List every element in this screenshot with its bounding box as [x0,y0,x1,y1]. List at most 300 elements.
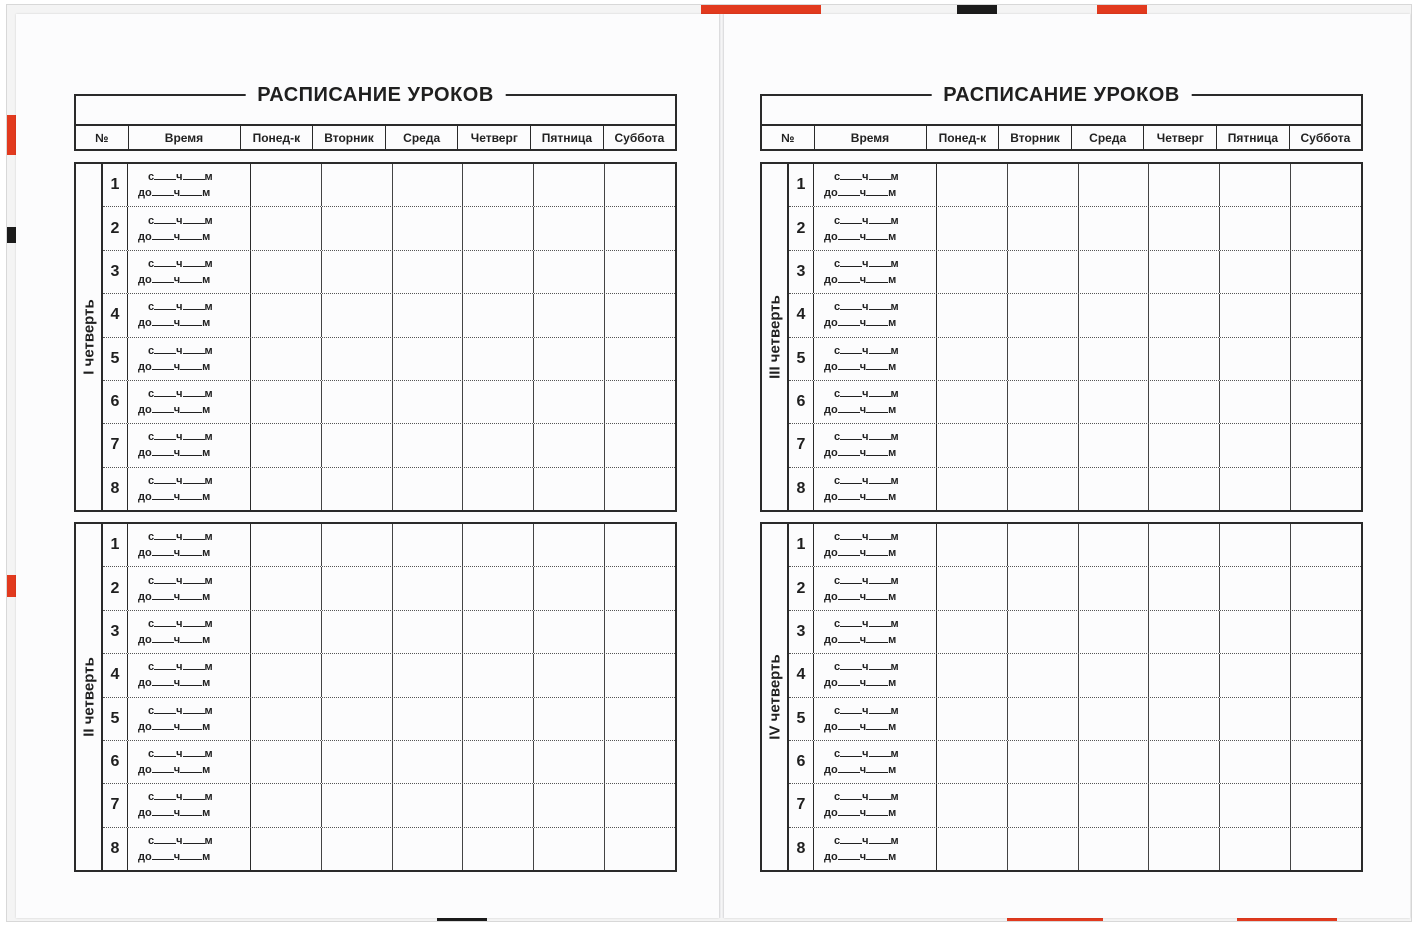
time-blank-line[interactable] [183,386,205,397]
lesson-subject-cell[interactable] [1220,424,1291,466]
time-blank-line[interactable] [869,746,891,757]
lesson-subject-cell[interactable] [251,207,322,249]
lesson-subject-cell[interactable] [605,164,675,206]
lesson-subject-cell[interactable] [605,381,675,423]
time-blank-line[interactable] [840,343,862,354]
time-blank-line[interactable] [183,833,205,844]
time-blank-line[interactable] [866,589,888,600]
time-blank-line[interactable] [838,315,860,326]
lesson-subject-cell[interactable] [937,468,1008,510]
lesson-subject-cell[interactable] [534,251,605,293]
time-blank-line[interactable] [154,833,176,844]
lesson-subject-cell[interactable] [1220,784,1291,826]
lesson-subject-cell[interactable] [1079,654,1150,696]
time-blank-line[interactable] [152,445,174,456]
lesson-subject-cell[interactable] [937,611,1008,653]
lesson-subject-cell[interactable] [1079,611,1150,653]
lesson-subject-cell[interactable] [1149,654,1220,696]
lesson-subject-cell[interactable] [605,424,675,466]
time-blank-line[interactable] [838,632,860,643]
lesson-subject-cell[interactable] [1079,468,1150,510]
lesson-subject-cell[interactable] [937,207,1008,249]
time-blank-line[interactable] [869,299,891,310]
lesson-subject-cell[interactable] [534,654,605,696]
time-blank-line[interactable] [838,489,860,500]
lesson-subject-cell[interactable] [322,611,393,653]
time-blank-line[interactable] [869,386,891,397]
lesson-subject-cell[interactable] [937,654,1008,696]
lesson-subject-cell[interactable] [1079,338,1150,380]
lesson-subject-cell[interactable] [251,424,322,466]
time-blank-line[interactable] [840,529,862,540]
lesson-subject-cell[interactable] [534,164,605,206]
lesson-subject-cell[interactable] [534,567,605,609]
lesson-subject-cell[interactable] [1291,828,1361,870]
lesson-subject-cell[interactable] [251,381,322,423]
lesson-subject-cell[interactable] [1291,784,1361,826]
lesson-subject-cell[interactable] [534,338,605,380]
time-blank-line[interactable] [180,675,202,686]
lesson-subject-cell[interactable] [393,251,464,293]
time-blank-line[interactable] [183,616,205,627]
time-blank-line[interactable] [838,805,860,816]
lesson-subject-cell[interactable] [1008,468,1079,510]
time-blank-line[interactable] [866,315,888,326]
lesson-subject-cell[interactable] [463,251,534,293]
lesson-subject-cell[interactable] [1008,524,1079,566]
lesson-subject-cell[interactable] [1008,741,1079,783]
lesson-subject-cell[interactable] [463,424,534,466]
lesson-subject-cell[interactable] [463,468,534,510]
lesson-subject-cell[interactable] [251,567,322,609]
time-blank-line[interactable] [154,703,176,714]
lesson-subject-cell[interactable] [251,164,322,206]
lesson-subject-cell[interactable] [463,784,534,826]
time-blank-line[interactable] [180,185,202,196]
lesson-subject-cell[interactable] [605,828,675,870]
time-blank-line[interactable] [869,616,891,627]
time-blank-line[interactable] [152,315,174,326]
lesson-subject-cell[interactable] [937,381,1008,423]
time-blank-line[interactable] [180,719,202,730]
lesson-subject-cell[interactable] [1149,294,1220,336]
lesson-subject-cell[interactable] [322,424,393,466]
lesson-subject-cell[interactable] [251,654,322,696]
lesson-subject-cell[interactable] [322,654,393,696]
lesson-subject-cell[interactable] [322,381,393,423]
lesson-subject-cell[interactable] [534,741,605,783]
time-blank-line[interactable] [154,529,176,540]
time-blank-line[interactable] [866,489,888,500]
lesson-subject-cell[interactable] [534,524,605,566]
time-blank-line[interactable] [838,545,860,556]
time-blank-line[interactable] [866,229,888,240]
time-blank-line[interactable] [838,229,860,240]
lesson-subject-cell[interactable] [1220,741,1291,783]
time-blank-line[interactable] [866,719,888,730]
lesson-subject-cell[interactable] [1291,338,1361,380]
lesson-subject-cell[interactable] [1291,164,1361,206]
lesson-subject-cell[interactable] [393,567,464,609]
lesson-subject-cell[interactable] [251,784,322,826]
lesson-subject-cell[interactable] [1079,741,1150,783]
time-blank-line[interactable] [152,272,174,283]
lesson-subject-cell[interactable] [393,207,464,249]
lesson-subject-cell[interactable] [605,784,675,826]
lesson-subject-cell[interactable] [393,164,464,206]
lesson-subject-cell[interactable] [251,294,322,336]
lesson-subject-cell[interactable] [1291,468,1361,510]
lesson-subject-cell[interactable] [1008,338,1079,380]
lesson-subject-cell[interactable] [1291,741,1361,783]
lesson-subject-cell[interactable] [463,828,534,870]
time-blank-line[interactable] [154,299,176,310]
time-blank-line[interactable] [183,789,205,800]
lesson-subject-cell[interactable] [1291,698,1361,740]
lesson-subject-cell[interactable] [1220,524,1291,566]
lesson-subject-cell[interactable] [463,164,534,206]
time-blank-line[interactable] [840,746,862,757]
lesson-subject-cell[interactable] [1220,338,1291,380]
lesson-subject-cell[interactable] [1149,741,1220,783]
lesson-subject-cell[interactable] [393,828,464,870]
time-blank-line[interactable] [154,789,176,800]
time-blank-line[interactable] [840,703,862,714]
lesson-subject-cell[interactable] [1008,654,1079,696]
time-blank-line[interactable] [183,659,205,670]
lesson-subject-cell[interactable] [1079,251,1150,293]
lesson-subject-cell[interactable] [393,524,464,566]
time-blank-line[interactable] [152,632,174,643]
lesson-subject-cell[interactable] [534,381,605,423]
lesson-subject-cell[interactable] [1079,698,1150,740]
lesson-subject-cell[interactable] [605,611,675,653]
lesson-subject-cell[interactable] [1079,207,1150,249]
lesson-subject-cell[interactable] [1149,828,1220,870]
time-blank-line[interactable] [840,386,862,397]
time-blank-line[interactable] [152,805,174,816]
lesson-subject-cell[interactable] [322,207,393,249]
lesson-subject-cell[interactable] [463,741,534,783]
lesson-subject-cell[interactable] [322,784,393,826]
lesson-subject-cell[interactable] [463,524,534,566]
lesson-subject-cell[interactable] [463,381,534,423]
time-blank-line[interactable] [838,719,860,730]
lesson-subject-cell[interactable] [322,468,393,510]
lesson-subject-cell[interactable] [1079,784,1150,826]
lesson-subject-cell[interactable] [463,567,534,609]
time-blank-line[interactable] [838,675,860,686]
time-blank-line[interactable] [180,805,202,816]
lesson-subject-cell[interactable] [937,164,1008,206]
time-blank-line[interactable] [840,299,862,310]
lesson-subject-cell[interactable] [1149,567,1220,609]
lesson-subject-cell[interactable] [251,251,322,293]
time-blank-line[interactable] [152,185,174,196]
lesson-subject-cell[interactable] [1149,424,1220,466]
time-blank-line[interactable] [838,185,860,196]
lesson-subject-cell[interactable] [1220,611,1291,653]
lesson-subject-cell[interactable] [1008,164,1079,206]
time-blank-line[interactable] [840,833,862,844]
lesson-subject-cell[interactable] [534,828,605,870]
lesson-subject-cell[interactable] [1291,654,1361,696]
lesson-subject-cell[interactable] [937,294,1008,336]
lesson-subject-cell[interactable] [1220,381,1291,423]
lesson-subject-cell[interactable] [322,524,393,566]
lesson-subject-cell[interactable] [463,207,534,249]
lesson-subject-cell[interactable] [463,294,534,336]
lesson-subject-cell[interactable] [1220,567,1291,609]
lesson-subject-cell[interactable] [1008,251,1079,293]
lesson-subject-cell[interactable] [1149,611,1220,653]
time-blank-line[interactable] [866,185,888,196]
lesson-subject-cell[interactable] [322,338,393,380]
lesson-subject-cell[interactable] [605,294,675,336]
lesson-subject-cell[interactable] [322,251,393,293]
time-blank-line[interactable] [180,489,202,500]
lesson-subject-cell[interactable] [1220,654,1291,696]
time-blank-line[interactable] [180,632,202,643]
lesson-subject-cell[interactable] [1079,294,1150,336]
lesson-subject-cell[interactable] [1008,828,1079,870]
lesson-subject-cell[interactable] [251,338,322,380]
lesson-subject-cell[interactable] [1008,207,1079,249]
lesson-subject-cell[interactable] [1079,567,1150,609]
lesson-subject-cell[interactable] [605,468,675,510]
time-blank-line[interactable] [180,849,202,860]
time-blank-line[interactable] [838,849,860,860]
lesson-subject-cell[interactable] [1291,424,1361,466]
lesson-subject-cell[interactable] [1008,294,1079,336]
time-blank-line[interactable] [838,402,860,413]
time-blank-line[interactable] [183,213,205,224]
time-blank-line[interactable] [183,473,205,484]
lesson-subject-cell[interactable] [534,784,605,826]
time-blank-line[interactable] [154,573,176,584]
lesson-subject-cell[interactable] [393,784,464,826]
time-blank-line[interactable] [152,402,174,413]
lesson-subject-cell[interactable] [605,567,675,609]
time-blank-line[interactable] [154,616,176,627]
time-blank-line[interactable] [869,256,891,267]
lesson-subject-cell[interactable] [251,524,322,566]
time-blank-line[interactable] [838,589,860,600]
lesson-subject-cell[interactable] [393,654,464,696]
lesson-subject-cell[interactable] [1079,828,1150,870]
time-blank-line[interactable] [869,703,891,714]
lesson-subject-cell[interactable] [1149,524,1220,566]
time-blank-line[interactable] [840,213,862,224]
lesson-subject-cell[interactable] [1079,164,1150,206]
lesson-subject-cell[interactable] [1220,164,1291,206]
lesson-subject-cell[interactable] [1220,294,1291,336]
time-blank-line[interactable] [152,719,174,730]
lesson-subject-cell[interactable] [1079,524,1150,566]
time-blank-line[interactable] [840,616,862,627]
lesson-subject-cell[interactable] [1291,611,1361,653]
lesson-subject-cell[interactable] [534,698,605,740]
lesson-subject-cell[interactable] [463,654,534,696]
lesson-subject-cell[interactable] [937,698,1008,740]
time-blank-line[interactable] [183,343,205,354]
time-blank-line[interactable] [838,359,860,370]
time-blank-line[interactable] [840,169,862,180]
time-blank-line[interactable] [869,429,891,440]
lesson-subject-cell[interactable] [605,741,675,783]
time-blank-line[interactable] [152,359,174,370]
lesson-subject-cell[interactable] [1149,698,1220,740]
time-blank-line[interactable] [840,256,862,267]
time-blank-line[interactable] [838,272,860,283]
lesson-subject-cell[interactable] [1291,567,1361,609]
time-blank-line[interactable] [869,573,891,584]
time-blank-line[interactable] [840,659,862,670]
time-blank-line[interactable] [180,315,202,326]
lesson-subject-cell[interactable] [1149,784,1220,826]
lesson-subject-cell[interactable] [534,424,605,466]
time-blank-line[interactable] [869,833,891,844]
lesson-subject-cell[interactable] [605,654,675,696]
lesson-subject-cell[interactable] [937,784,1008,826]
time-blank-line[interactable] [869,473,891,484]
time-blank-line[interactable] [869,343,891,354]
time-blank-line[interactable] [866,849,888,860]
time-blank-line[interactable] [866,402,888,413]
time-blank-line[interactable] [154,473,176,484]
lesson-subject-cell[interactable] [1220,468,1291,510]
lesson-subject-cell[interactable] [322,164,393,206]
time-blank-line[interactable] [183,299,205,310]
time-blank-line[interactable] [180,272,202,283]
lesson-subject-cell[interactable] [1220,251,1291,293]
lesson-subject-cell[interactable] [251,468,322,510]
lesson-subject-cell[interactable] [937,338,1008,380]
lesson-subject-cell[interactable] [1149,251,1220,293]
lesson-subject-cell[interactable] [251,698,322,740]
lesson-subject-cell[interactable] [393,338,464,380]
time-blank-line[interactable] [152,849,174,860]
lesson-subject-cell[interactable] [1079,381,1150,423]
time-blank-line[interactable] [154,659,176,670]
time-blank-line[interactable] [866,675,888,686]
lesson-subject-cell[interactable] [1220,698,1291,740]
lesson-subject-cell[interactable] [1291,524,1361,566]
time-blank-line[interactable] [840,573,862,584]
lesson-subject-cell[interactable] [1149,381,1220,423]
lesson-subject-cell[interactable] [393,468,464,510]
lesson-subject-cell[interactable] [605,338,675,380]
time-blank-line[interactable] [183,746,205,757]
lesson-subject-cell[interactable] [1149,207,1220,249]
time-blank-line[interactable] [869,659,891,670]
time-blank-line[interactable] [866,632,888,643]
lesson-subject-cell[interactable] [937,741,1008,783]
time-blank-line[interactable] [154,213,176,224]
lesson-subject-cell[interactable] [322,294,393,336]
lesson-subject-cell[interactable] [463,338,534,380]
time-blank-line[interactable] [840,473,862,484]
time-blank-line[interactable] [866,545,888,556]
time-blank-line[interactable] [154,169,176,180]
lesson-subject-cell[interactable] [322,567,393,609]
time-blank-line[interactable] [152,762,174,773]
lesson-subject-cell[interactable] [322,698,393,740]
lesson-subject-cell[interactable] [1291,207,1361,249]
lesson-subject-cell[interactable] [251,611,322,653]
lesson-subject-cell[interactable] [937,828,1008,870]
lesson-subject-cell[interactable] [937,567,1008,609]
lesson-subject-cell[interactable] [322,741,393,783]
lesson-subject-cell[interactable] [322,828,393,870]
time-blank-line[interactable] [183,529,205,540]
time-blank-line[interactable] [180,445,202,456]
lesson-subject-cell[interactable] [605,698,675,740]
lesson-subject-cell[interactable] [937,524,1008,566]
time-blank-line[interactable] [154,343,176,354]
lesson-subject-cell[interactable] [393,424,464,466]
lesson-subject-cell[interactable] [534,294,605,336]
lesson-subject-cell[interactable] [534,468,605,510]
time-blank-line[interactable] [152,589,174,600]
lesson-subject-cell[interactable] [1149,468,1220,510]
lesson-subject-cell[interactable] [605,207,675,249]
lesson-subject-cell[interactable] [937,424,1008,466]
time-blank-line[interactable] [840,789,862,800]
time-blank-line[interactable] [866,445,888,456]
time-blank-line[interactable] [180,229,202,240]
time-blank-line[interactable] [183,256,205,267]
time-blank-line[interactable] [152,675,174,686]
lesson-subject-cell[interactable] [1291,294,1361,336]
time-blank-line[interactable] [183,703,205,714]
time-blank-line[interactable] [183,169,205,180]
time-blank-line[interactable] [152,229,174,240]
lesson-subject-cell[interactable] [605,251,675,293]
time-blank-line[interactable] [152,489,174,500]
lesson-subject-cell[interactable] [1008,611,1079,653]
time-blank-line[interactable] [869,529,891,540]
lesson-subject-cell[interactable] [1220,828,1291,870]
time-blank-line[interactable] [180,545,202,556]
lesson-subject-cell[interactable] [251,828,322,870]
time-blank-line[interactable] [154,429,176,440]
time-blank-line[interactable] [152,545,174,556]
lesson-subject-cell[interactable] [1149,164,1220,206]
time-blank-line[interactable] [838,445,860,456]
lesson-subject-cell[interactable] [1008,567,1079,609]
time-blank-line[interactable] [180,402,202,413]
lesson-subject-cell[interactable] [393,611,464,653]
time-blank-line[interactable] [154,746,176,757]
lesson-subject-cell[interactable] [1291,251,1361,293]
time-blank-line[interactable] [866,272,888,283]
time-blank-line[interactable] [183,429,205,440]
lesson-subject-cell[interactable] [393,294,464,336]
lesson-subject-cell[interactable] [1008,381,1079,423]
time-blank-line[interactable] [180,762,202,773]
lesson-subject-cell[interactable] [1008,424,1079,466]
time-blank-line[interactable] [154,386,176,397]
time-blank-line[interactable] [869,169,891,180]
lesson-subject-cell[interactable] [605,524,675,566]
lesson-subject-cell[interactable] [1079,424,1150,466]
lesson-subject-cell[interactable] [463,611,534,653]
lesson-subject-cell[interactable] [251,741,322,783]
lesson-subject-cell[interactable] [1220,207,1291,249]
lesson-subject-cell[interactable] [463,698,534,740]
time-blank-line[interactable] [183,573,205,584]
